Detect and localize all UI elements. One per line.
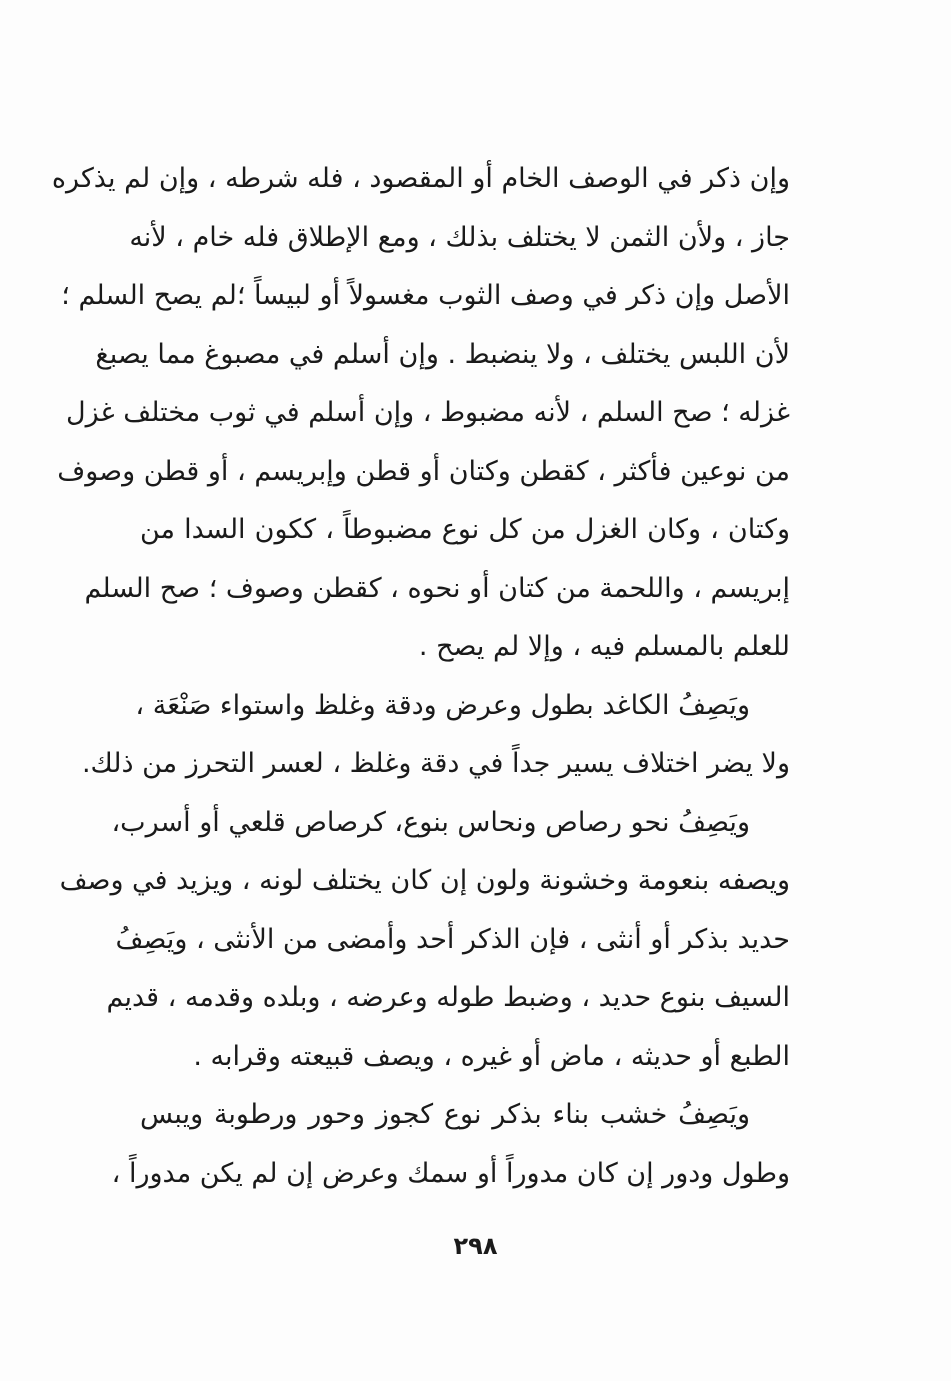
text-line: وطول ودور إن كان مدوراً أو سمك وعرض إن لم يكن مدوراً ، — [111, 1157, 790, 1189]
text-line: ويَصِفُ نحو رصاص ونحاس بنوع، كرصاص قلعي أو أسرب، — [111, 806, 750, 838]
text-line: الأصل وإن ذكر في وصف الثوب مغسولاً أو لبيساً ؛لم يصح السلم ؛ — [61, 280, 790, 311]
text-line: لأن اللبس يختلف ، ولا ينضبط . وإن أسلم في مصبوغ مما يصبغ — [95, 338, 790, 370]
page-number: ٢٩٨ — [453, 1232, 498, 1260]
text-line: جاز ، ولأن الثمن لا يختلف بذلك ، ومع الإطلاق فله خام ، لأنه — [129, 221, 790, 253]
text-line: من نوعين فأكثر ، كقطن وكتان أو قطن وإبريسم ، أو قطن وصوف — [57, 455, 790, 487]
text-line: وكتان ، وكان الغزل من كل نوع مضبوطاً ، ككون السدا من — [140, 514, 790, 545]
text-line: إبريسم ، واللحمة من كتان أو نحوه ، كقطن وصوف ؛ صح السلم — [84, 572, 790, 604]
text-line: وإن ذكر في الوصف الخام أو المقصود ، فله شرطه ، وإن لم يذكره — [51, 163, 790, 194]
text-line: حديد بذكر أو أنثى ، فإن الذكر أحد وأمضى من الأنثى ، ويَصِفُ — [115, 923, 790, 955]
text-line: ويصفه بنعومة وخشونة ولون إن كان يختلف لونه ، ويزيد في وصف — [59, 865, 790, 896]
body-text — [51, 150, 790, 1203]
text-line: ويَصِفُ الكاغد بطول وعرض ودقة وغلظ واستواء صَنْعَة ، — [135, 689, 750, 721]
text-line: السيف بنوع حديد ، وضبط طوله وعرضه ، وبلده وقدمه ، قديم — [106, 982, 790, 1013]
text-line: ويَصِفُ خشب بناء بذكر نوع كجوز وحور ورطوبة ويبس — [140, 1099, 750, 1130]
text-line: ولا يضر اختلاف يسير جداً في دقة وغلظ ، لعسر التحرز من ذلك. — [81, 748, 790, 779]
text-line: الطبع أو حديثه ، ماض أو غيره ، ويصف قبيعته وقرابه . — [193, 1040, 790, 1072]
text-line: غزله ؛ صح السلم ، لأنه مضبوط ، وإن أسلم في ثوب مختلف غزل — [66, 397, 790, 428]
text-line: للعلم بالمسلم فيه ، وإلا لم يصح . — [418, 631, 790, 662]
